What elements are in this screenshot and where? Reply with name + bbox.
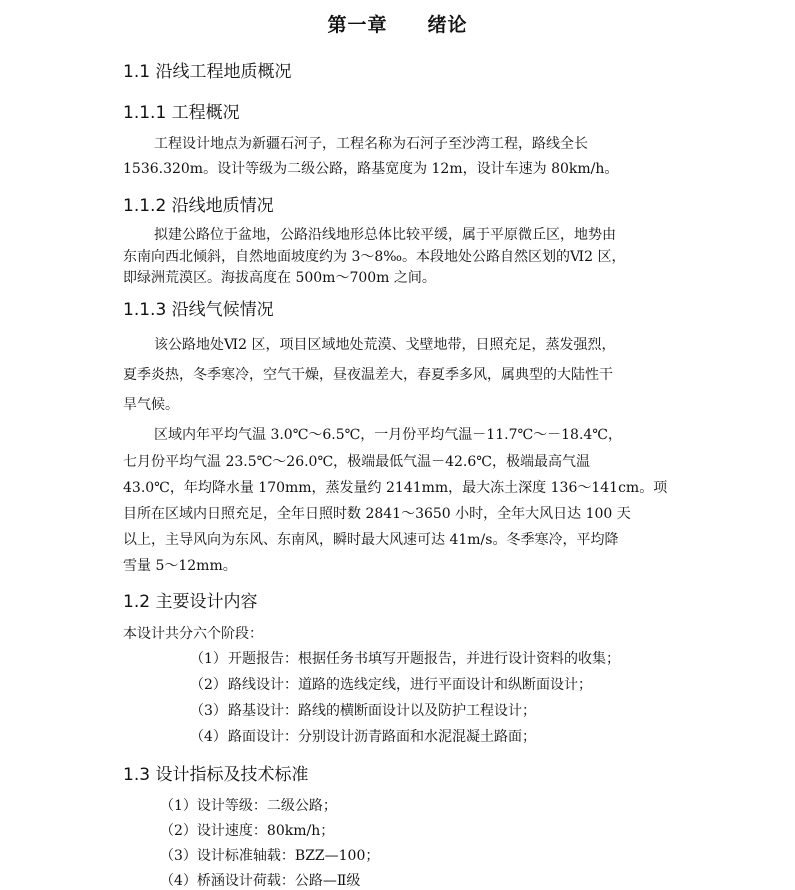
paragraph-line: 区域内年平均气温 3.0℃～6.5℃，一月份平均气温－11.7℃～－18.4℃，: [154, 427, 622, 443]
paragraph-line: 旱气候。: [123, 397, 179, 413]
tech-standard-item: （4）桥涵设计荷载：公路—Ⅱ级: [160, 873, 361, 889]
section-heading-1-1: 1.1 沿线工程地质概况: [123, 62, 292, 82]
section-heading-1-2: 1.2 主要设计内容: [123, 592, 258, 612]
list-item-text: 路面设计：分别设计沥青路面和水泥混凝土路面；: [228, 729, 536, 745]
paragraph-line: 拟建公路位于盆地，公路沿线地形总体比较平缓，属于平原微丘区，地势由: [154, 227, 616, 243]
tech-standard-item: （2）设计速度：80km/h；: [160, 823, 335, 839]
list-item-number: （3）: [190, 703, 227, 719]
paragraph-line: 1536.320m。设计等级为二级公路，路基宽度为 12m，设计车速为 80km/h。: [123, 161, 619, 177]
tech-standard-item: （1）设计等级：二级公路；: [160, 798, 337, 814]
paragraph-line: 工程设计地点为新疆石河子，工程名称为石河子至沙湾工程，路线全长: [154, 136, 588, 152]
list-item: [190, 674, 592, 694]
list-item-number: （1）: [190, 651, 227, 667]
list-item-text: 路基设计：路线的横断面设计以及防护工程设计；: [228, 703, 536, 719]
list-item: [190, 726, 536, 746]
paragraph-line: 即绿洲荒漠区。海拔高度在 500m～700m 之间。: [123, 270, 436, 286]
paragraph-line: 雪量 5～12mm。: [123, 558, 237, 574]
paragraph-line: 该公路地处Ⅵ2 区，项目区域地处荒漠、戈壁地带，日照充足，蒸发强烈，: [154, 337, 616, 353]
paragraph-line: 本设计共分六个阶段：: [123, 626, 263, 642]
section-heading-1-1-2: 1.1.2 沿线地质情况: [123, 196, 274, 216]
list-item: [190, 700, 536, 720]
paragraph-line: 七月份平均气温 23.5℃～26.0℃，极端最低气温－42.6℃，极端最高气温: [123, 454, 590, 470]
list-item: [190, 648, 620, 668]
paragraph-line: 以上，主导风向为东风、东南风，瞬时最大风速可达 41m/s。冬季寒冷，平均降: [123, 532, 619, 548]
chapter-name: 绪论: [427, 14, 468, 36]
paragraph-line: 目所在区域内日照充足，全年日照时数 2841～3650 小时，全年大风日达 100 天: [123, 506, 631, 522]
list-item-number: （2）: [190, 677, 227, 693]
paragraph-line: 东南向西北倾斜，自然地面坡度约为 3～8‰。本段地处公路自然区划的Ⅵ2 区，: [123, 249, 626, 265]
section-heading-1-1-1: 1.1.1 工程概况: [123, 103, 240, 123]
chapter-title: [0, 10, 795, 37]
tech-standard-item: （3）设计标准轴载：BZZ—100；: [160, 848, 380, 864]
list-item-text: 路线设计：道路的选线定线，进行平面设计和纵断面设计；: [228, 677, 592, 693]
list-item-number: （4）: [190, 729, 227, 745]
paragraph-line: 夏季炎热，冬季寒冷，空气干燥，昼夜温差大，春夏季多风，属典型的大陆性干: [123, 367, 613, 383]
list-item-text: 开题报告：根据任务书填写开题报告，并进行设计资料的收集；: [228, 651, 620, 667]
paragraph-line: 43.0℃，年均降水量 170mm，蒸发量约 2141mm，最大冻土深度 136～141cm。项: [123, 480, 668, 496]
chapter-label: 第一章: [327, 14, 388, 36]
section-heading-1-1-3: 1.1.3 沿线气候情况: [123, 300, 274, 320]
section-heading-1-3: 1.3 设计指标及技术标准: [123, 765, 309, 785]
